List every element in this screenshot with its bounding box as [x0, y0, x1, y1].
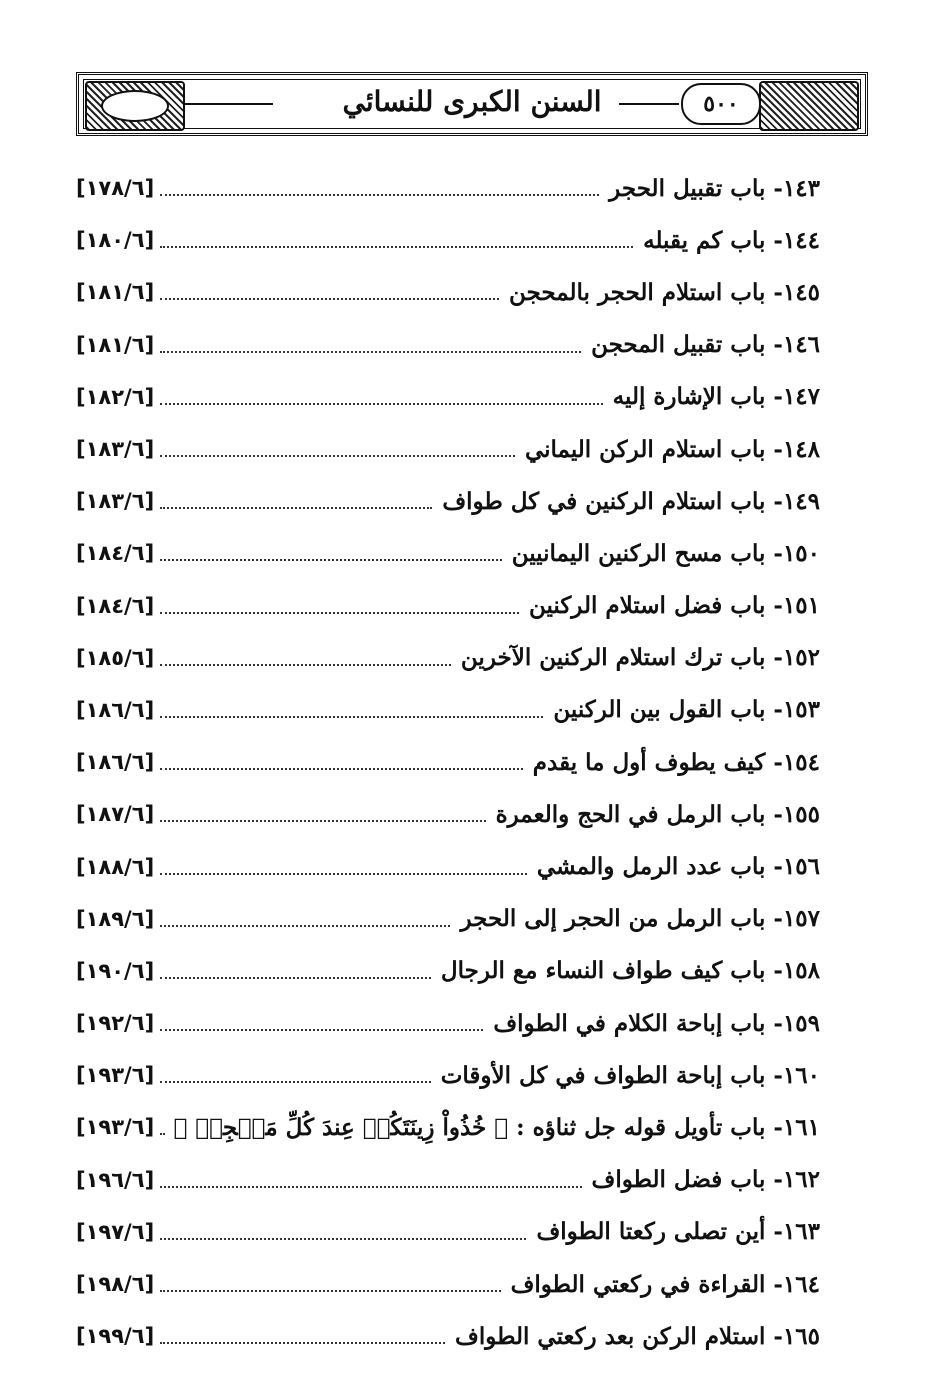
toc-entry-number: ١٤٤ — [782, 226, 820, 254]
dot-leader — [160, 1029, 483, 1031]
toc-entry-separator: - — [765, 278, 783, 306]
toc-entry-title — [437, 1062, 820, 1089]
toc-entry-separator: - — [765, 1270, 783, 1298]
toc-entry — [76, 893, 820, 945]
toc-entry-title — [489, 1010, 820, 1037]
toc-entry-reference: [١٨٤/٦] — [76, 593, 155, 618]
toc-entry — [76, 997, 820, 1049]
toc-entry-reference: [١٨٦/٦] — [76, 697, 155, 722]
toc-entry-number: ١٥٦ — [782, 853, 820, 881]
toc-entry-title — [587, 331, 820, 358]
toc-entry-title — [521, 436, 820, 463]
toc-entry-reference: [١٩٢/٦] — [76, 1011, 155, 1036]
toc-entry — [76, 945, 820, 997]
toc-entry-reference: [١٨٧/٦] — [76, 802, 155, 827]
toc-entry-reference: [١٩٣/٦] — [76, 1063, 155, 1088]
toc-entry-label: باب ترك استلام الركنين الآخرين — [460, 644, 766, 672]
toc-entry-label: باب استلام الركنين في كل طواف — [442, 487, 766, 515]
toc-entry-reference: [١٨٨/٦] — [76, 854, 155, 879]
toc-entry-title — [456, 905, 820, 932]
toc-entry — [76, 840, 820, 892]
toc-entry-label: باب استلام الحجر بالمحجن — [509, 278, 766, 306]
toc-entry — [76, 684, 820, 736]
toc-entry-title — [437, 957, 820, 984]
toc-entry-separator: - — [765, 1166, 783, 1194]
toc-entry — [76, 1154, 820, 1206]
toc-entry-reference: [١٩٨/٦] — [76, 1272, 155, 1297]
toc-entry-label: باب الرمل من الحجر إلى الحجر — [460, 905, 766, 933]
toc-entry-label: استلام الركن بعد ركعتي الطواف — [455, 1322, 766, 1350]
dot-leader — [160, 1133, 163, 1135]
toc-entry-number: ١٥٧ — [782, 905, 820, 933]
toc-entry-reference: [١٨١/٦] — [76, 280, 155, 305]
toc-entry-number: ١٤٧ — [782, 383, 820, 411]
toc-entry — [76, 162, 820, 214]
toc-entry-number: ١٥٥ — [782, 800, 820, 828]
toc-entry-number: ١٦٤ — [782, 1270, 820, 1298]
toc-entry-separator: - — [765, 487, 783, 515]
dot-leader — [160, 298, 499, 300]
toc-entry-separator: - — [765, 226, 783, 254]
toc-entry-title — [169, 1114, 820, 1141]
toc-entry — [76, 1310, 820, 1362]
toc-entry-separator: - — [765, 957, 783, 985]
header-rule-right — [619, 103, 679, 105]
toc-entry-title — [508, 540, 820, 567]
toc-entry-separator: - — [765, 539, 783, 567]
toc-entry-separator: - — [765, 1113, 783, 1141]
toc-entry-label: باب الرمل في الحج والعمرة — [495, 800, 766, 828]
header-ornament-right — [759, 81, 859, 131]
toc-entry-reference: [١٩٦/٦] — [76, 1167, 155, 1192]
toc-entry-title — [549, 696, 820, 723]
toc-entry-label: باب تقبيل الحجر — [609, 174, 766, 202]
toc-entry-separator: - — [765, 748, 783, 776]
toc-entry-number: ١٤٩ — [782, 487, 820, 515]
toc-entry-reference: [١٨٢/٦] — [76, 384, 155, 409]
toc-entry-label: باب عدد الرمل والمشي — [536, 853, 766, 881]
toc-entry-separator: - — [765, 905, 783, 933]
toc-entry-reference: [١٩٣/٦] — [76, 1115, 155, 1140]
dot-leader — [160, 716, 543, 718]
dot-leader — [160, 873, 527, 875]
dot-leader — [160, 977, 431, 979]
toc-entry — [76, 736, 820, 788]
toc-entry-label: باب الإشارة إليه — [612, 383, 766, 411]
page-number: ٥٠٠ — [681, 83, 761, 125]
dot-leader — [160, 559, 502, 561]
toc-entry-label: كيف يطوف أول ما يقدم — [532, 748, 766, 776]
toc-entry-title — [457, 644, 820, 671]
dot-leader — [160, 820, 485, 822]
toc-entry-label: باب كيف طواف النساء مع الرجال — [440, 957, 766, 985]
toc-entry — [76, 580, 820, 632]
toc-entry-separator: - — [765, 1061, 783, 1089]
toc-entry-number: ١٥٠ — [782, 539, 820, 567]
toc-entry-title — [525, 592, 820, 619]
toc-entry-title — [639, 227, 820, 254]
toc-entry-separator: - — [765, 1322, 783, 1350]
toc-entry-title — [532, 1218, 820, 1245]
toc-entry-title — [505, 279, 820, 306]
toc-entry-number: ١٦١ — [782, 1113, 820, 1141]
toc-entry-reference: [١٨٦/٦] — [76, 750, 155, 775]
toc-entry-label: باب القول بين الركنين — [553, 696, 766, 724]
toc-entry-number: ١٦٥ — [782, 1322, 820, 1350]
toc-entry-number: ١٤٨ — [782, 435, 820, 463]
toc-entry — [76, 527, 820, 579]
page-header — [76, 72, 868, 136]
toc-entry-label: باب مسح الركنين اليمانيين — [511, 539, 766, 567]
toc-entry-reference: [١٨٣/٦] — [76, 437, 155, 462]
toc-entry-separator: - — [765, 644, 783, 672]
toc-entry-reference: [١٨١/٦] — [76, 332, 155, 357]
toc-entry-reference: [١٩٩/٦] — [76, 1324, 155, 1349]
toc-entry-separator: - — [765, 1218, 783, 1246]
toc-entry-number: ١٥٢ — [782, 644, 820, 672]
toc-entry-separator: - — [765, 853, 783, 881]
toc-entry-title — [507, 1271, 820, 1298]
toc-entry-title — [605, 175, 820, 202]
dot-leader — [160, 1290, 500, 1292]
toc-entry-number: ١٤٣ — [782, 174, 820, 202]
toc-entry-reference: [١٨٥/٦] — [76, 645, 155, 670]
dot-leader — [160, 612, 519, 614]
toc-entry — [76, 214, 820, 266]
dot-leader — [160, 246, 633, 248]
dot-leader — [160, 1342, 445, 1344]
toc-entry-title — [492, 801, 820, 828]
toc-entry — [76, 1049, 820, 1101]
toc-entry-label: باب إباحة الطواف في كل الأوقات — [440, 1061, 766, 1089]
toc-entry — [76, 475, 820, 527]
toc-entry-separator: - — [765, 1009, 783, 1037]
toc-entry-reference: [١٨٣/٦] — [76, 489, 155, 514]
dot-leader — [160, 507, 432, 509]
toc-entry-separator: - — [765, 696, 783, 724]
toc-entry-reference: [١٨٩/٦] — [76, 906, 155, 931]
toc-entry — [76, 632, 820, 684]
toc-entry — [76, 1206, 820, 1258]
toc-entry-number: ١٦٢ — [782, 1166, 820, 1194]
toc-entry-separator: - — [765, 592, 783, 620]
dot-leader — [160, 351, 581, 353]
toc-entry-label: باب كم يقبله — [643, 226, 766, 254]
toc-entry-number: ١٥١ — [782, 592, 820, 620]
toc-entry-reference: [١٩٧/٦] — [76, 1219, 155, 1244]
toc-entry — [76, 423, 820, 475]
dot-leader — [160, 1238, 526, 1240]
toc-entry-reference: [١٧٨/٦] — [76, 176, 155, 201]
toc-entry-title — [609, 383, 820, 410]
dot-leader — [160, 403, 603, 405]
dot-leader — [160, 768, 523, 770]
running-title: السنن الكبرى للنسائي — [342, 85, 602, 118]
toc-entry-label: باب تأويل قوله جل ثناؤه : ﴿ خُذُواْ زِينَتَكُمۡ عِندَ كُلِّ مَسۡجِدٖ ﴾ — [173, 1113, 766, 1141]
toc-entry-number: ١٤٥ — [782, 278, 820, 306]
toc-entry-title — [438, 488, 820, 515]
dot-leader — [160, 1081, 431, 1083]
toc-entry — [76, 266, 820, 318]
toc-entry-title — [588, 1166, 820, 1193]
toc-entry-reference: [١٩٠/٦] — [76, 958, 155, 983]
toc-entry-number: ١٥٣ — [782, 696, 820, 724]
toc-entry — [76, 319, 820, 371]
dot-leader — [160, 664, 451, 666]
toc-entry-label: باب فضل الطواف — [591, 1166, 766, 1194]
toc-entry-separator: - — [765, 383, 783, 411]
dot-leader — [160, 194, 599, 196]
toc-entry-number: ١٥٨ — [782, 957, 820, 985]
toc-entry-label: باب تقبيل المحجن — [591, 331, 766, 359]
dot-leader — [160, 455, 515, 457]
dot-leader — [160, 925, 450, 927]
toc-entry-reference: [١٨٤/٦] — [76, 541, 155, 566]
toc-entry-separator: - — [765, 435, 783, 463]
toc-entry — [76, 788, 820, 840]
toc-entry-number: ١٦٠ — [782, 1061, 820, 1089]
toc-entry-label: باب استلام الركن اليماني — [524, 435, 766, 463]
toc-entry-separator: - — [765, 331, 783, 359]
toc-entry-number: ١٦٣ — [782, 1218, 820, 1246]
toc-entry-title — [451, 1323, 820, 1350]
toc-entry-reference: [١٨٠/٦] — [76, 228, 155, 253]
toc-entry-number: ١٥٤ — [782, 748, 820, 776]
toc-entry-separator: - — [765, 174, 783, 202]
toc-entry — [76, 1101, 820, 1153]
toc-entry-title — [533, 853, 820, 880]
toc-entry-separator: - — [765, 800, 783, 828]
table-of-contents — [76, 162, 820, 1362]
toc-entry — [76, 1258, 820, 1310]
toc-entry-number: ١٤٦ — [782, 331, 820, 359]
dot-leader — [160, 1186, 581, 1188]
toc-entry-label: باب إباحة الكلام في الطواف — [493, 1009, 766, 1037]
toc-entry — [76, 371, 820, 423]
toc-entry-label: القراءة في ركعتي الطواف — [510, 1270, 766, 1298]
toc-entry-label: باب فضل استلام الركنين — [528, 592, 766, 620]
toc-entry-number: ١٥٩ — [782, 1009, 820, 1037]
toc-entry-title — [529, 749, 820, 776]
toc-entry-label: أين تصلى ركعتا الطواف — [536, 1218, 766, 1246]
